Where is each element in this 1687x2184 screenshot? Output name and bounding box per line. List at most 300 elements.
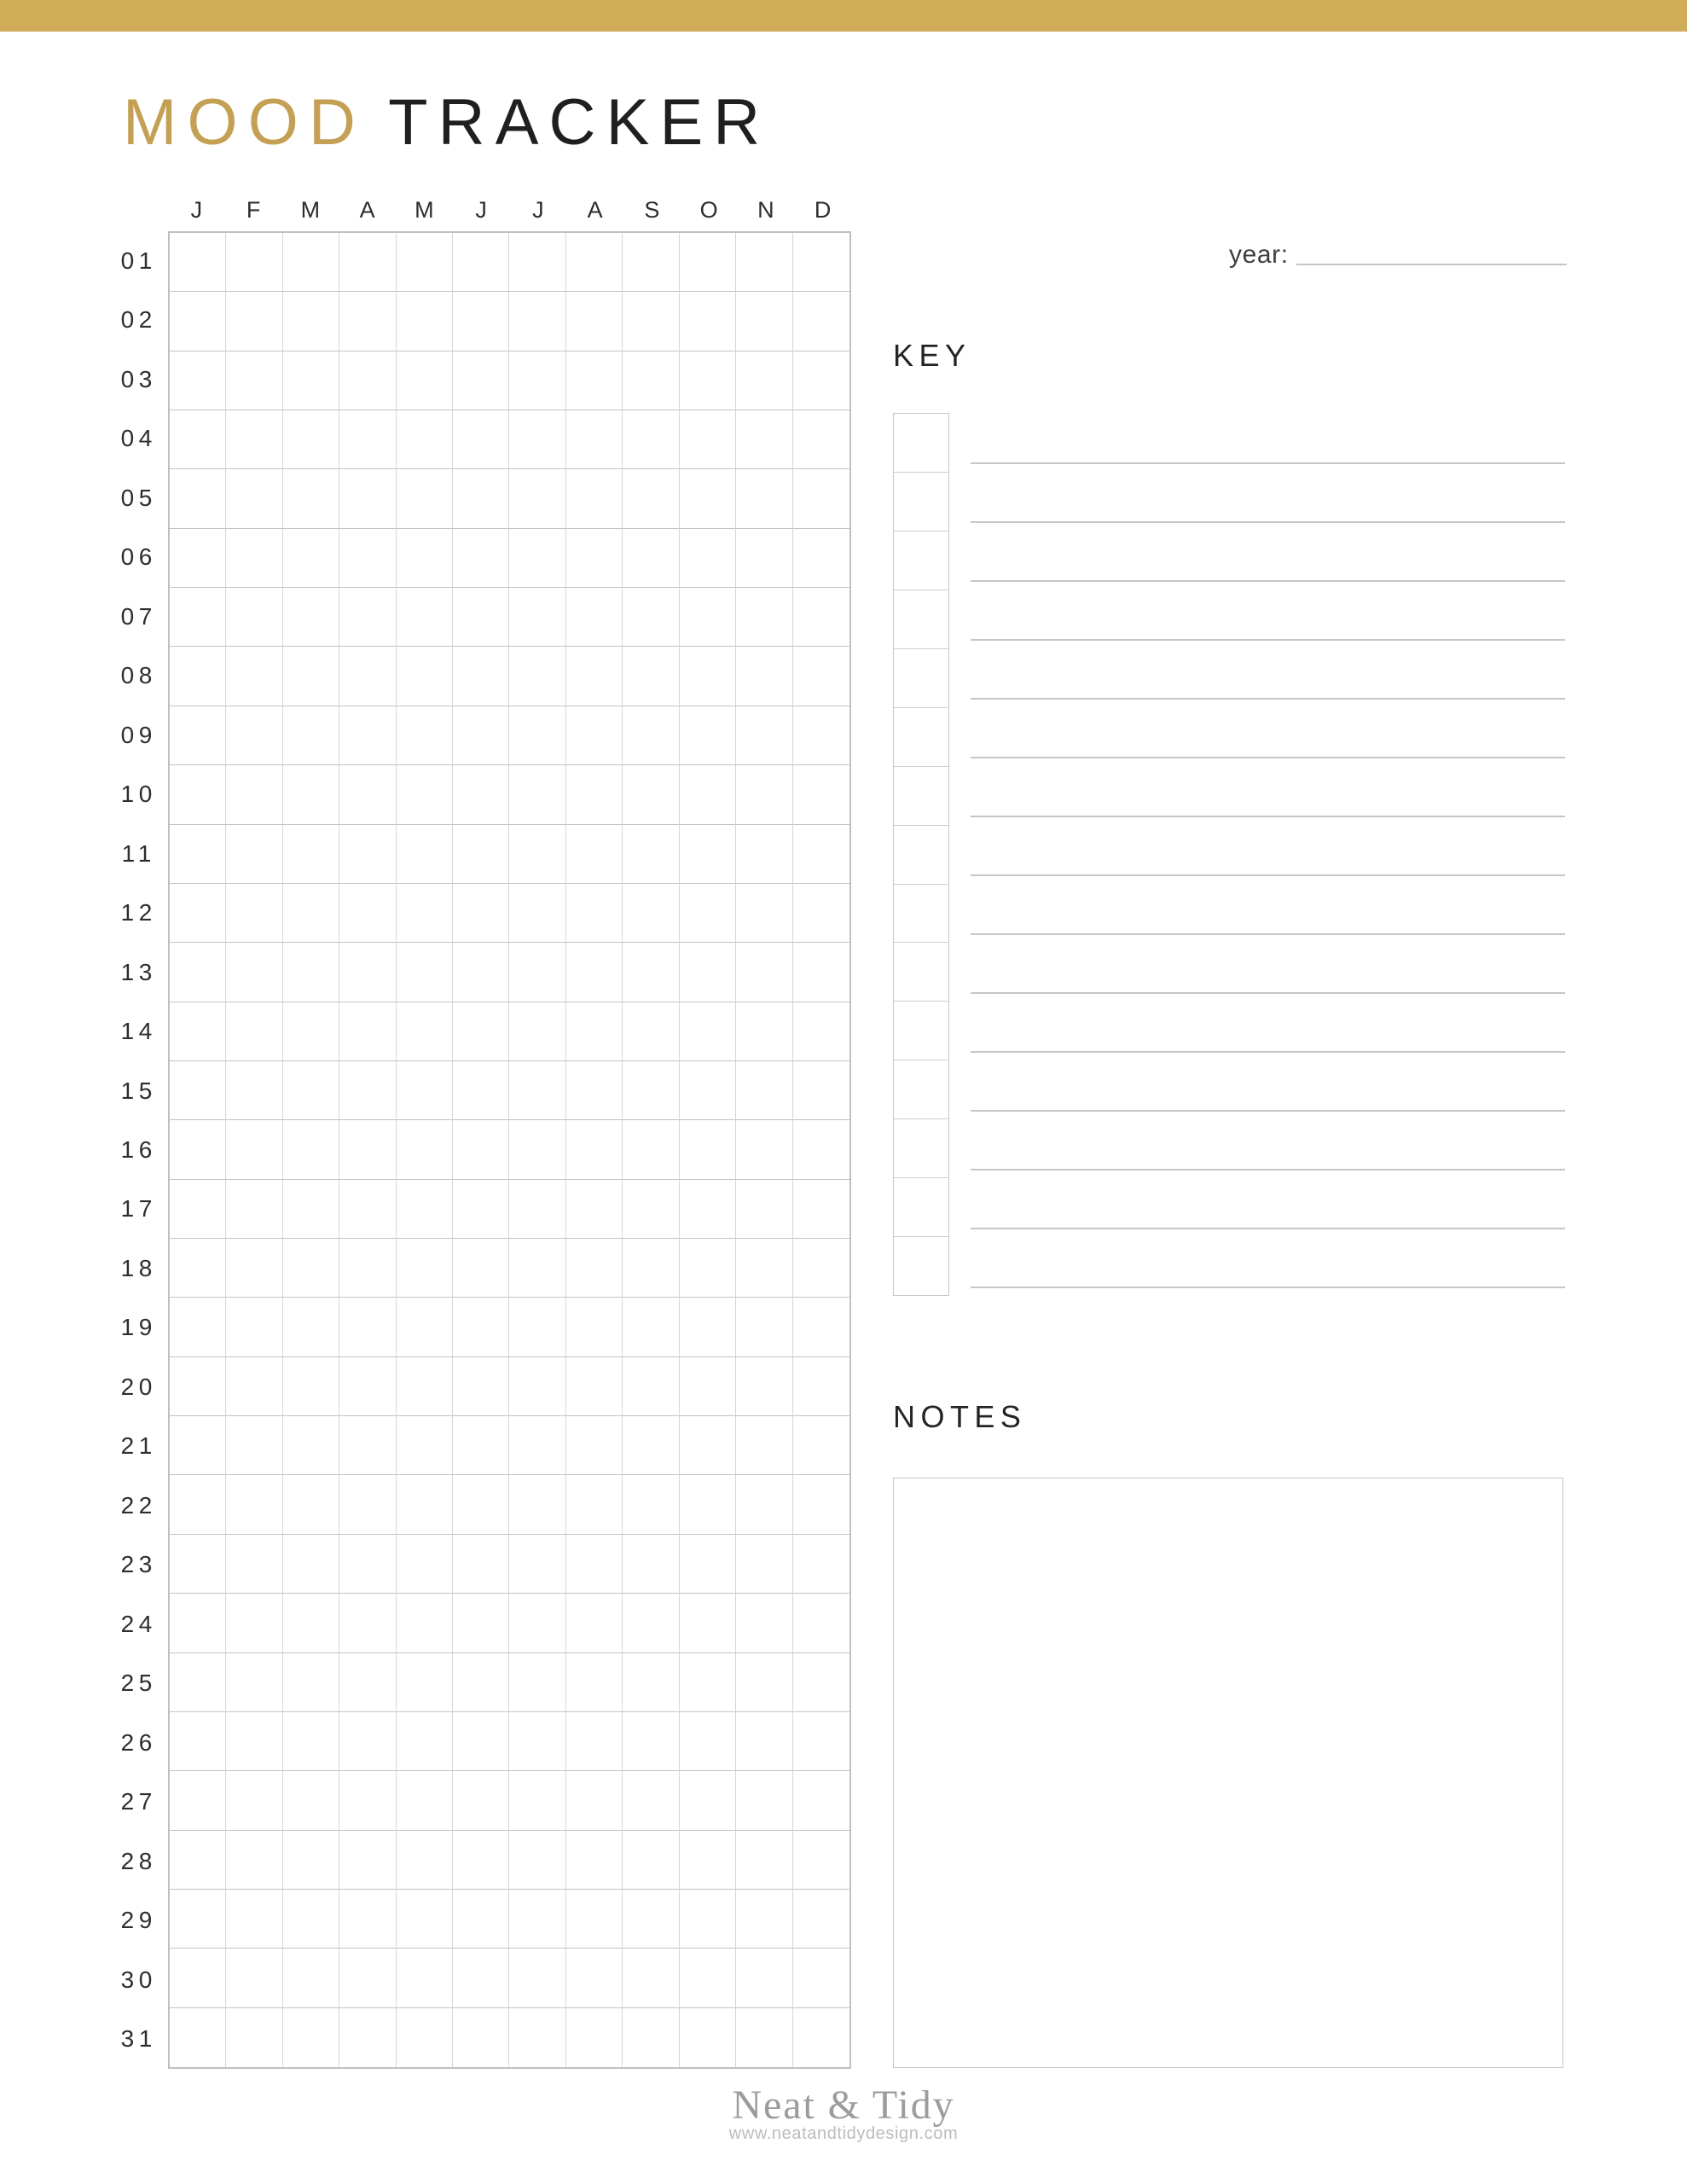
mood-cell[interactable] [170,1594,226,1653]
mood-cell[interactable] [226,1061,282,1120]
key-writing-line[interactable] [971,992,1565,994]
mood-cell[interactable] [283,943,339,1002]
mood-cell[interactable] [509,765,565,824]
mood-cell[interactable] [397,410,453,469]
mood-cell[interactable] [226,1357,282,1416]
mood-cell[interactable] [509,410,565,469]
mood-cell[interactable] [397,1712,453,1771]
mood-cell[interactable] [566,1949,623,2007]
mood-cell[interactable] [170,233,226,292]
mood-cell[interactable] [339,1475,396,1534]
mood-cell[interactable] [453,529,509,588]
mood-cell[interactable] [283,1890,339,1949]
mood-cell[interactable] [170,469,226,528]
mood-cell[interactable] [623,1061,679,1120]
mood-cell[interactable] [453,1475,509,1534]
mood-cell[interactable] [397,1771,453,1830]
mood-cell[interactable] [226,1416,282,1475]
mood-cell[interactable] [283,1712,339,1771]
mood-cell[interactable] [736,1771,792,1830]
mood-cell[interactable] [736,647,792,706]
mood-cell[interactable] [453,1594,509,1653]
mood-cell[interactable] [623,292,679,351]
mood-cell[interactable] [170,706,226,765]
mood-cell[interactable] [623,529,679,588]
mood-cell[interactable] [170,292,226,351]
mood-cell[interactable] [793,1180,849,1239]
mood-cell[interactable] [226,1949,282,2007]
mood-cell[interactable] [680,647,736,706]
mood-cell[interactable] [226,529,282,588]
mood-cell[interactable] [397,943,453,1002]
mood-cell[interactable] [283,1002,339,1061]
key-color-box[interactable] [894,1119,948,1178]
mood-cell[interactable] [226,647,282,706]
key-writing-line[interactable] [971,1051,1565,1053]
mood-cell[interactable] [170,1061,226,1120]
mood-cell[interactable] [736,1890,792,1949]
mood-cell[interactable] [226,233,282,292]
mood-cell[interactable] [566,529,623,588]
mood-cell[interactable] [170,2008,226,2067]
mood-cell[interactable] [170,943,226,1002]
mood-cell[interactable] [566,410,623,469]
mood-cell[interactable] [453,1712,509,1771]
mood-cell[interactable] [793,1002,849,1061]
mood-cell[interactable] [736,1594,792,1653]
mood-cell[interactable] [339,1949,396,2007]
mood-cell[interactable] [793,825,849,884]
mood-cell[interactable] [397,1890,453,1949]
mood-cell[interactable] [680,1831,736,1890]
notes-writing-area[interactable] [893,1478,1563,2068]
mood-cell[interactable] [339,1120,396,1179]
mood-cell[interactable] [170,1120,226,1179]
mood-cell[interactable] [509,1180,565,1239]
mood-cell[interactable] [453,1653,509,1712]
mood-cell[interactable] [566,1475,623,1534]
mood-cell[interactable] [566,706,623,765]
mood-cell[interactable] [453,351,509,410]
mood-cell[interactable] [680,1771,736,1830]
mood-cell[interactable] [566,351,623,410]
mood-cell[interactable] [283,588,339,647]
mood-cell[interactable] [283,1831,339,1890]
mood-cell[interactable] [566,1594,623,1653]
mood-cell[interactable] [509,1535,565,1594]
mood-cell[interactable] [226,1239,282,1298]
mood-cell[interactable] [509,943,565,1002]
mood-cell[interactable] [170,1180,226,1239]
mood-cell[interactable] [226,1831,282,1890]
mood-cell[interactable] [623,1890,679,1949]
mood-cell[interactable] [283,1061,339,1120]
mood-cell[interactable] [453,1831,509,1890]
mood-cell[interactable] [736,529,792,588]
mood-cell[interactable] [509,706,565,765]
mood-cell[interactable] [283,351,339,410]
mood-cell[interactable] [453,943,509,1002]
mood-cell[interactable] [339,292,396,351]
mood-cell[interactable] [736,1949,792,2007]
mood-cell[interactable] [623,469,679,528]
mood-cell[interactable] [170,765,226,824]
mood-cell[interactable] [397,588,453,647]
mood-cell[interactable] [509,1949,565,2007]
mood-cell[interactable] [339,1298,396,1356]
mood-cell[interactable] [736,1712,792,1771]
mood-cell[interactable] [566,469,623,528]
mood-cell[interactable] [226,1120,282,1179]
mood-cell[interactable] [623,1712,679,1771]
mood-cell[interactable] [397,1594,453,1653]
mood-cell[interactable] [680,884,736,943]
mood-cell[interactable] [339,1771,396,1830]
mood-cell[interactable] [793,1120,849,1179]
mood-cell[interactable] [509,647,565,706]
mood-cell[interactable] [623,1002,679,1061]
mood-cell[interactable] [283,1771,339,1830]
mood-cell[interactable] [283,1594,339,1653]
mood-cell[interactable] [453,233,509,292]
mood-cell[interactable] [283,1180,339,1239]
mood-cell[interactable] [793,1831,849,1890]
mood-cell[interactable] [509,1120,565,1179]
mood-cell[interactable] [623,1475,679,1534]
mood-cell[interactable] [680,351,736,410]
mood-cell[interactable] [509,469,565,528]
mood-cell[interactable] [509,1653,565,1712]
mood-cell[interactable] [509,825,565,884]
mood-cell[interactable] [680,410,736,469]
mood-cell[interactable] [226,1180,282,1239]
mood-cell[interactable] [170,1357,226,1416]
mood-cell[interactable] [566,825,623,884]
mood-cell[interactable] [793,706,849,765]
mood-cell[interactable] [170,410,226,469]
key-writing-line[interactable] [971,933,1565,935]
key-color-box[interactable] [894,649,948,708]
mood-cell[interactable] [339,943,396,1002]
key-color-box[interactable] [894,708,948,767]
mood-cell[interactable] [793,292,849,351]
key-color-box[interactable] [894,1002,948,1060]
key-writing-line[interactable] [971,698,1565,700]
mood-cell[interactable] [283,647,339,706]
mood-cell[interactable] [339,1416,396,1475]
mood-cell[interactable] [170,1771,226,1830]
mood-cell[interactable] [509,1890,565,1949]
mood-cell[interactable] [793,233,849,292]
mood-cell[interactable] [170,1712,226,1771]
mood-cell[interactable] [566,1239,623,1298]
mood-cell[interactable] [397,2008,453,2067]
mood-cell[interactable] [283,765,339,824]
mood-cell[interactable] [623,588,679,647]
mood-cell[interactable] [453,410,509,469]
mood-cell[interactable] [453,1180,509,1239]
mood-cell[interactable] [397,1357,453,1416]
mood-cell[interactable] [339,884,396,943]
key-writing-line[interactable] [971,639,1565,641]
mood-cell[interactable] [170,1890,226,1949]
mood-cell[interactable] [793,765,849,824]
mood-cell[interactable] [566,943,623,1002]
mood-cell[interactable] [453,1357,509,1416]
key-writing-line[interactable] [971,1228,1565,1229]
key-color-box[interactable] [894,414,948,473]
mood-cell[interactable] [226,1771,282,1830]
mood-cell[interactable] [226,1890,282,1949]
mood-cell[interactable] [623,1771,679,1830]
mood-cell[interactable] [397,647,453,706]
mood-cell[interactable] [509,292,565,351]
key-writing-line[interactable] [971,1287,1565,1288]
mood-cell[interactable] [509,1771,565,1830]
mood-cell[interactable] [453,1061,509,1120]
mood-cell[interactable] [736,1239,792,1298]
mood-cell[interactable] [170,588,226,647]
mood-cell[interactable] [736,469,792,528]
mood-cell[interactable] [453,706,509,765]
mood-cell[interactable] [793,943,849,1002]
mood-cell[interactable] [339,1002,396,1061]
mood-cell[interactable] [283,1298,339,1356]
mood-cell[interactable] [170,1002,226,1061]
key-color-box[interactable] [894,885,948,944]
mood-cell[interactable] [623,1239,679,1298]
mood-cell[interactable] [793,884,849,943]
mood-cell[interactable] [283,529,339,588]
mood-cell[interactable] [170,351,226,410]
mood-cell[interactable] [680,588,736,647]
mood-cell[interactable] [226,410,282,469]
mood-cell[interactable] [509,1239,565,1298]
mood-cell[interactable] [623,1416,679,1475]
mood-cell[interactable] [339,647,396,706]
mood-cell[interactable] [283,1949,339,2007]
mood-cell[interactable] [623,647,679,706]
mood-cell[interactable] [736,233,792,292]
mood-cell[interactable] [397,1061,453,1120]
key-color-box[interactable] [894,531,948,590]
mood-cell[interactable] [339,233,396,292]
mood-cell[interactable] [397,1180,453,1239]
mood-cell[interactable] [283,1416,339,1475]
mood-cell[interactable] [339,765,396,824]
mood-cell[interactable] [736,1653,792,1712]
mood-cell[interactable] [680,469,736,528]
mood-cell[interactable] [623,1120,679,1179]
mood-cell[interactable] [453,1535,509,1594]
key-writing-line[interactable] [971,1169,1565,1170]
mood-cell[interactable] [680,1298,736,1356]
mood-cell[interactable] [793,351,849,410]
mood-cell[interactable] [226,469,282,528]
mood-cell[interactable] [680,1180,736,1239]
mood-cell[interactable] [793,2008,849,2067]
mood-cell[interactable] [736,1180,792,1239]
mood-cell[interactable] [453,765,509,824]
mood-cell[interactable] [339,1594,396,1653]
mood-cell[interactable] [226,825,282,884]
mood-cell[interactable] [453,1239,509,1298]
mood-cell[interactable] [226,1535,282,1594]
mood-cell[interactable] [736,2008,792,2067]
mood-cell[interactable] [680,1890,736,1949]
mood-cell[interactable] [736,884,792,943]
key-color-box[interactable] [894,1237,948,1295]
mood-cell[interactable] [566,1357,623,1416]
mood-cell[interactable] [793,1239,849,1298]
mood-cell[interactable] [339,1535,396,1594]
mood-cell[interactable] [793,410,849,469]
mood-cell[interactable] [170,647,226,706]
mood-cell[interactable] [453,588,509,647]
key-writing-line[interactable] [971,521,1565,523]
mood-cell[interactable] [453,1771,509,1830]
mood-cell[interactable] [283,825,339,884]
mood-cell[interactable] [226,1475,282,1534]
mood-cell[interactable] [793,1416,849,1475]
mood-cell[interactable] [736,292,792,351]
mood-cell[interactable] [566,1416,623,1475]
mood-cell[interactable] [680,1061,736,1120]
mood-cell[interactable] [339,351,396,410]
mood-cell[interactable] [623,1357,679,1416]
mood-cell[interactable] [339,1653,396,1712]
mood-cell[interactable] [680,825,736,884]
mood-cell[interactable] [793,1653,849,1712]
mood-cell[interactable] [509,1061,565,1120]
mood-cell[interactable] [623,351,679,410]
mood-cell[interactable] [509,1594,565,1653]
mood-cell[interactable] [509,351,565,410]
mood-cell[interactable] [566,292,623,351]
mood-cell[interactable] [170,884,226,943]
mood-cell[interactable] [793,529,849,588]
mood-cell[interactable] [509,2008,565,2067]
mood-cell[interactable] [170,1298,226,1356]
mood-cell[interactable] [339,529,396,588]
key-color-box[interactable] [894,767,948,826]
key-writing-line[interactable] [971,874,1565,876]
mood-cell[interactable] [339,706,396,765]
mood-cell[interactable] [680,1357,736,1416]
mood-cell[interactable] [566,588,623,647]
mood-cell[interactable] [623,233,679,292]
mood-cell[interactable] [680,765,736,824]
mood-cell[interactable] [736,1298,792,1356]
mood-cell[interactable] [623,1298,679,1356]
key-color-box[interactable] [894,826,948,885]
mood-cell[interactable] [736,1002,792,1061]
mood-cell[interactable] [339,1357,396,1416]
mood-cell[interactable] [736,1416,792,1475]
mood-cell[interactable] [226,1298,282,1356]
mood-cell[interactable] [226,1653,282,1712]
mood-cell[interactable] [623,1653,679,1712]
mood-cell[interactable] [566,647,623,706]
mood-cell[interactable] [226,884,282,943]
mood-cell[interactable] [397,1239,453,1298]
mood-cell[interactable] [453,647,509,706]
mood-cell[interactable] [736,351,792,410]
mood-cell[interactable] [680,1475,736,1534]
mood-cell[interactable] [623,825,679,884]
mood-cell[interactable] [623,706,679,765]
mood-cell[interactable] [793,647,849,706]
mood-cell[interactable] [566,884,623,943]
mood-cell[interactable] [623,1594,679,1653]
mood-cell[interactable] [680,292,736,351]
mood-cell[interactable] [793,1298,849,1356]
mood-cell[interactable] [680,1653,736,1712]
mood-cell[interactable] [397,1535,453,1594]
mood-cell[interactable] [623,765,679,824]
mood-cell[interactable] [566,1890,623,1949]
mood-cell[interactable] [397,884,453,943]
mood-cell[interactable] [453,469,509,528]
mood-cell[interactable] [680,1594,736,1653]
mood-cell[interactable] [283,469,339,528]
mood-cell[interactable] [623,1831,679,1890]
mood-cell[interactable] [339,1239,396,1298]
mood-cell[interactable] [680,1416,736,1475]
mood-cell[interactable] [226,1594,282,1653]
mood-cell[interactable] [397,469,453,528]
key-color-box[interactable] [894,1178,948,1237]
key-color-box[interactable] [894,943,948,1002]
mood-cell[interactable] [736,588,792,647]
mood-cell[interactable] [736,706,792,765]
mood-cell[interactable] [453,1949,509,2007]
mood-cell[interactable] [453,1120,509,1179]
mood-cell[interactable] [170,1949,226,2007]
mood-cell[interactable] [397,292,453,351]
mood-cell[interactable] [283,1357,339,1416]
mood-cell[interactable] [283,1120,339,1179]
mood-cell[interactable] [509,1416,565,1475]
mood-cell[interactable] [170,1416,226,1475]
mood-cell[interactable] [793,1949,849,2007]
mood-cell[interactable] [397,351,453,410]
mood-cell[interactable] [736,1120,792,1179]
mood-cell[interactable] [339,588,396,647]
mood-cell[interactable] [453,1890,509,1949]
mood-cell[interactable] [566,1653,623,1712]
mood-cell[interactable] [680,233,736,292]
mood-cell[interactable] [793,1771,849,1830]
mood-cell[interactable] [397,1416,453,1475]
mood-cell[interactable] [226,943,282,1002]
mood-cell[interactable] [680,706,736,765]
mood-cell[interactable] [283,233,339,292]
mood-cell[interactable] [623,884,679,943]
key-writing-line[interactable] [971,1110,1565,1112]
mood-cell[interactable] [623,2008,679,2067]
mood-cell[interactable] [509,588,565,647]
mood-cell[interactable] [226,706,282,765]
mood-cell[interactable] [736,1831,792,1890]
mood-cell[interactable] [736,1535,792,1594]
mood-cell[interactable] [397,1120,453,1179]
mood-cell[interactable] [566,1712,623,1771]
mood-cell[interactable] [793,1535,849,1594]
mood-cell[interactable] [566,1061,623,1120]
mood-cell[interactable] [226,588,282,647]
key-color-box[interactable] [894,473,948,531]
